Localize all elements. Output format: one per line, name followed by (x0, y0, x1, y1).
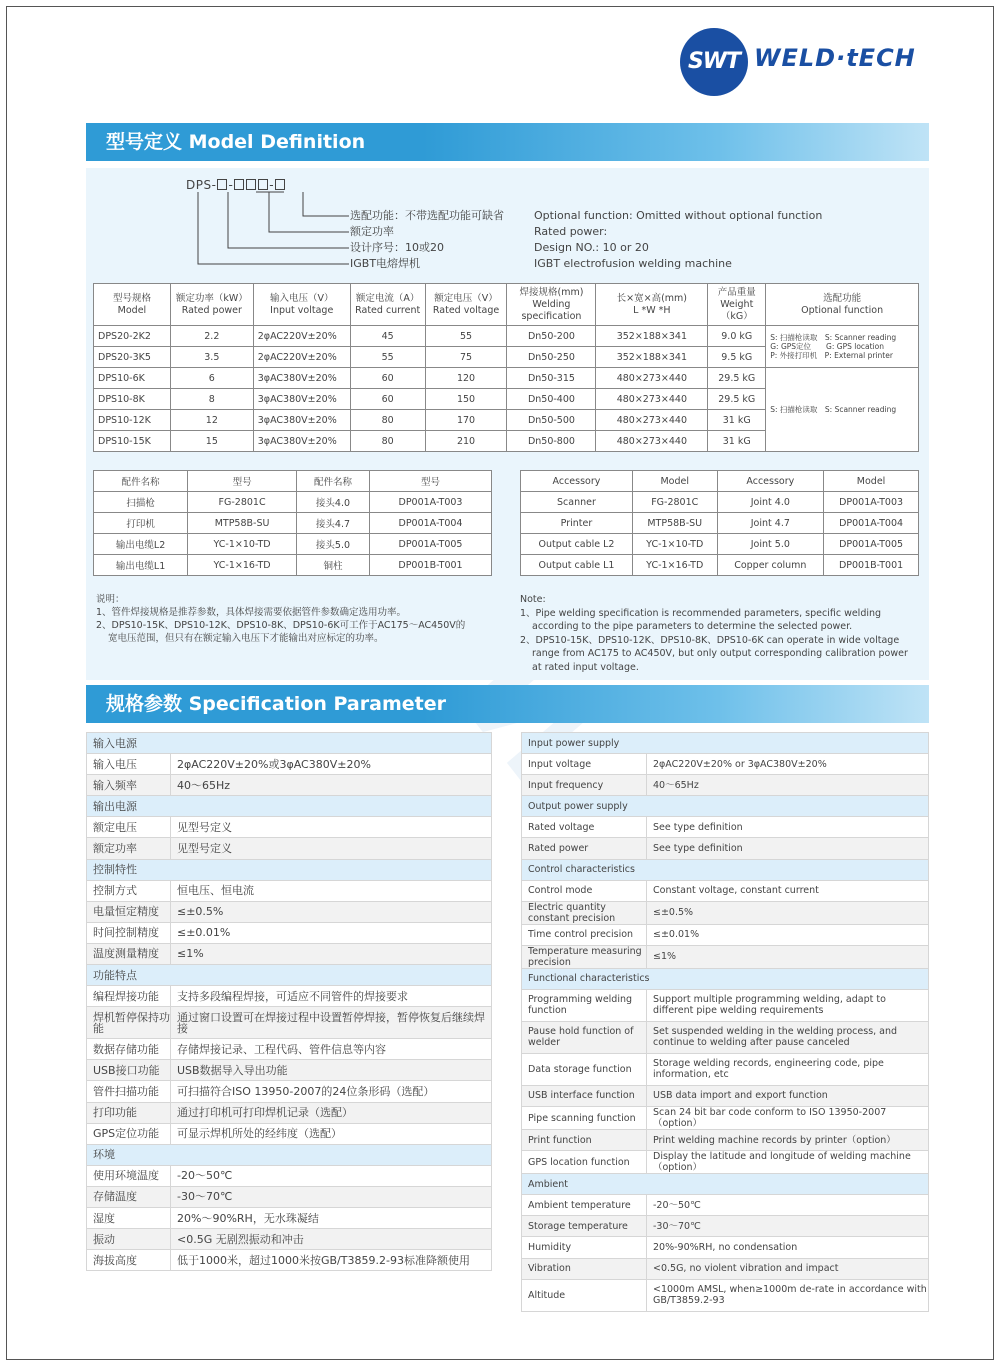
accessory-header-cell: Model (632, 471, 717, 492)
cell: Dn50-800 (507, 431, 596, 452)
cell: 29.5 kG (708, 368, 766, 389)
cell: 15 (170, 431, 253, 452)
spec-group-title: Ambient (522, 1174, 929, 1195)
cell: 9.5 kG (708, 347, 766, 368)
cell: 29.5 kG (708, 389, 766, 410)
spec-row (522, 989, 929, 1021)
spec-group-title: Input power supply (522, 733, 929, 754)
spec-key: GPS location function (522, 1151, 647, 1174)
definition-en: IGBT electrofusion welding machine (534, 257, 732, 270)
spec-key: Temperature measuring precision (522, 945, 647, 968)
th-dimensions: 长×宽×高(mm) L *W *H (596, 284, 708, 326)
note-line: according to the pipe parameters to determine the selected power. (532, 621, 853, 632)
spec-row (87, 1102, 492, 1123)
note-line: 2、DPS10-15K、DPS10-12K、DPS10-8K、DPS10-6K可工作于AC175～AC450V的 (96, 620, 466, 631)
spec-row (87, 1186, 492, 1207)
spec-key: 湿度 (87, 1207, 171, 1228)
spec-row (87, 943, 492, 964)
optional-function-cell: S: 扫描枪读取 S: Scanner reading (766, 368, 919, 452)
definition-list-en (534, 208, 822, 272)
spec-row (87, 1123, 492, 1144)
spec-row (522, 1216, 929, 1237)
spec-row (522, 924, 929, 945)
logo-name: WELD·tECH (754, 44, 916, 72)
spec-key: Electric quantity constant precision (522, 901, 647, 924)
spec-value: See type definition (647, 838, 929, 859)
cell: 80 (350, 410, 425, 431)
spec-value: 通过打印机可打印焊机记录（选配） (171, 1102, 492, 1123)
section-header-model-definition: 型号定义 Model Definition (86, 123, 929, 161)
spec-value: 可显示焊机所处的经纬度（选配） (171, 1123, 492, 1144)
spec-value: -30～70℃ (647, 1216, 929, 1237)
cell: 扫描枪 (94, 492, 188, 513)
model-code-sep: - (269, 178, 275, 192)
spec-key: Input voltage (522, 754, 647, 775)
spec-row (522, 775, 929, 796)
cell: 6 (170, 368, 253, 389)
spec-row (522, 1107, 929, 1130)
optional-function-cell: S: 扫描枪读取 S: Scanner reading G: GPS定位 G: GPS location P: 外接打印机 P: External printer (766, 326, 919, 368)
spec-row (522, 1279, 929, 1311)
note-line: 宽电压范围，但只有在额定输入电压下才能输出对应标定的功率。 (108, 633, 384, 644)
cell: MTP58B-SU (632, 513, 717, 534)
spec-value: <0.5G 无剧烈振动和冲击 (171, 1229, 492, 1250)
cell: 480×273×440 (596, 410, 708, 431)
accessory-table-en (520, 470, 919, 576)
spec-key: Data storage function (522, 1053, 647, 1085)
cell: 接头4.7 (296, 513, 369, 534)
spec-row (87, 1081, 492, 1102)
cell: 150 (425, 389, 507, 410)
spec-row (522, 754, 929, 775)
spec-key: USB interface function (522, 1085, 647, 1106)
section-header-specification: 规格参数 Specification Parameter (86, 685, 929, 723)
spec-key: 控制方式 (87, 880, 171, 901)
accessory-header-cell: Accessory (717, 471, 824, 492)
spec-value: -30～70℃ (171, 1186, 492, 1207)
spec-key: Humidity (522, 1237, 647, 1258)
definition-en: Optional function: Omitted without optional function (534, 209, 823, 222)
spec-value: 2φAC220V±20% or 3φAC380V±20% (647, 754, 929, 775)
spec-key: 额定功率 (87, 838, 171, 859)
spec-row (87, 1039, 492, 1060)
spec-value: Scan 24 bit bar code conform to ISO 13950-2007（option） (647, 1107, 929, 1130)
cell: 31 kG (708, 431, 766, 452)
accessory-header-cell: 型号 (188, 471, 297, 492)
spec-row (87, 1207, 492, 1228)
spec-key: 使用环境温度 (87, 1165, 171, 1186)
spec-value: USB数据导入导出功能 (171, 1060, 492, 1081)
th-weight: 产品重量 Weight（kG） (708, 284, 766, 326)
spec-value: 20%-90%RH, no condensation (647, 1237, 929, 1258)
definition-cn: 选配功能：不带选配功能可缺省 (350, 209, 504, 222)
spec-row (87, 986, 492, 1007)
spec-row (87, 1229, 492, 1250)
cell: DP001A-T005 (369, 534, 491, 555)
cell: DP001A-T005 (824, 534, 919, 555)
spec-value: 支持多段编程焊接，可适应不同管件的焊接要求 (171, 986, 492, 1007)
cell: 480×273×440 (596, 431, 708, 452)
spec-value: 见型号定义 (171, 838, 492, 859)
spec-value: 2φAC220V±20%或3φAC380V±20% (171, 754, 492, 775)
spec-group-row (87, 965, 492, 986)
accessory-header-cell: 型号 (369, 471, 491, 492)
cell: DP001A-T004 (824, 513, 919, 534)
spec-row (522, 1085, 929, 1106)
spec-key: 管件扫描功能 (87, 1081, 171, 1102)
spec-row (522, 1053, 929, 1085)
cell: DP001A-T004 (369, 513, 491, 534)
spec-value: ≤1% (647, 945, 929, 968)
accessory-header-cell: 配件名称 (296, 471, 369, 492)
accessory-header-row (94, 471, 492, 492)
spec-key: Vibration (522, 1258, 647, 1279)
spec-value: Support multiple programming welding, adapt to different pipe welding requirements (647, 989, 929, 1021)
spec-row (522, 1195, 929, 1216)
cell: 60 (350, 389, 425, 410)
spec-key: 额定电压 (87, 817, 171, 838)
cell: 120 (425, 368, 507, 389)
cell: 31 kG (708, 410, 766, 431)
spec-value: ≤1% (171, 943, 492, 964)
spec-value: 通过窗口设置可在焊接过程中设置暂停焊接，暂停恢复后继续焊接 (171, 1007, 492, 1039)
spec-row (87, 754, 492, 775)
th-welding-spec: 焊接规格(mm) Welding specification (507, 284, 596, 326)
cell: DP001A-T003 (369, 492, 491, 513)
cell: Copper column (717, 555, 824, 576)
spec-value: Display the latitude and longitude of welding machine（option） (647, 1151, 929, 1174)
spec-value: See type definition (647, 817, 929, 838)
definition-en: Design NO.: 10 or 20 (534, 241, 649, 254)
cell: Dn50-315 (507, 368, 596, 389)
spec-key: Rated voltage (522, 817, 647, 838)
cell: Dn50-400 (507, 389, 596, 410)
table-row (94, 513, 492, 534)
spec-value: ≤±0.5% (171, 901, 492, 922)
code-bracket-lines (186, 190, 356, 270)
cell: YC-1×10-TD (632, 534, 717, 555)
th-rated-power: 额定功率（kW） Rated power (170, 284, 253, 326)
spec-key: Storage temperature (522, 1216, 647, 1237)
spec-value: USB data import and export function (647, 1085, 929, 1106)
spec-row (522, 1258, 929, 1279)
spec-value: Constant voltage, constant current (647, 880, 929, 901)
table-row (94, 326, 919, 347)
accessory-header-cell: Accessory (521, 471, 633, 492)
spec-key: 编程焊接功能 (87, 986, 171, 1007)
cell: 铜柱 (296, 555, 369, 576)
spec-row (87, 838, 492, 859)
note-line: 1、管件焊接规格是推荐参数，具体焊接需要依据管件参数确定选用功率。 (96, 607, 407, 618)
spec-row (87, 901, 492, 922)
cell: Joint 5.0 (717, 534, 824, 555)
cell: 3φAC380V±20% (253, 389, 350, 410)
spec-key: 存储温度 (87, 1186, 171, 1207)
spec-key: Input frequency (522, 775, 647, 796)
notes-en (520, 593, 925, 674)
spec-table-en (521, 732, 929, 1312)
notes-title: 说明： (96, 594, 125, 605)
cell: 75 (425, 347, 507, 368)
cell: DP001B-T001 (369, 555, 491, 576)
spec-group-row (522, 733, 929, 754)
spec-key: Control mode (522, 880, 647, 901)
note-line: range from AC175 to AC450V, but only output corresponding calibration power (532, 648, 908, 659)
cell: YC-1×10-TD (188, 534, 297, 555)
cell: DPS10-6K (94, 368, 171, 389)
cell: 3φAC380V±20% (253, 410, 350, 431)
table-row (94, 534, 492, 555)
spec-row (522, 1237, 929, 1258)
accessory-header-cell: 配件名称 (94, 471, 188, 492)
spec-row (87, 1060, 492, 1081)
spec-key: USB接口功能 (87, 1060, 171, 1081)
spec-key: 温度测量精度 (87, 943, 171, 964)
note-line: 2、DPS10-15K、DPS10-12K、DPS10-8K、DPS10-6K can operate in wide voltage (520, 634, 900, 646)
cell: 12 (170, 410, 253, 431)
spec-key: 电量恒定精度 (87, 901, 171, 922)
accessory-header-cell: Model (824, 471, 919, 492)
spec-value: 可扫描符合ISO 13950-2007的24位条形码（选配） (171, 1081, 492, 1102)
table-row (94, 368, 919, 389)
cell: DPS20-3K5 (94, 347, 171, 368)
spec-table-cn (86, 732, 492, 1271)
spec-group-row (87, 1144, 492, 1165)
cell: 352×188×341 (596, 326, 708, 347)
spec-group-title: 功能特点 (87, 965, 492, 986)
cell: 45 (350, 326, 425, 347)
spec-row (87, 1165, 492, 1186)
spec-value: <1000m AMSL, when≥1000m de-rate in accordance with GB/T3859.2-93 (647, 1279, 929, 1311)
spec-key: 打印功能 (87, 1102, 171, 1123)
table-row (94, 555, 492, 576)
cell: 480×273×440 (596, 368, 708, 389)
spec-value: 40～65Hz (171, 775, 492, 796)
spec-group-row (522, 859, 929, 880)
spec-row (87, 922, 492, 943)
spec-value: Set suspended welding in the welding process, and continue to welding after pause canceled (647, 1021, 929, 1053)
spec-group-title: 输出电源 (87, 796, 492, 817)
cell: DP001A-T003 (824, 492, 919, 513)
cell: 55 (425, 326, 507, 347)
spec-value: 40～65Hz (647, 775, 929, 796)
spec-value: 存储焊接记录、工程代码、管件信息等内容 (171, 1039, 492, 1060)
accessory-table-cn (93, 470, 492, 576)
spec-row (522, 901, 929, 924)
table-row (521, 555, 919, 576)
spec-row (522, 1021, 929, 1053)
spec-row (522, 1151, 929, 1174)
cell: 480×273×440 (596, 389, 708, 410)
spec-key: 输入电压 (87, 754, 171, 775)
accessory-header-row (521, 471, 919, 492)
cell: DP001B-T001 (824, 555, 919, 576)
cell: Joint 4.0 (717, 492, 824, 513)
spec-row (87, 1250, 492, 1271)
spec-value: Storage welding records, engineering code, pipe information, etc (647, 1053, 929, 1085)
cell: 输出电缆L1 (94, 555, 188, 576)
spec-group-row (87, 733, 492, 754)
spec-key: Print function (522, 1130, 647, 1151)
cell: DPS20-2K2 (94, 326, 171, 347)
spec-value: -20～50℃ (171, 1165, 492, 1186)
notes-cn (96, 593, 506, 645)
cell: Output cable L2 (521, 534, 633, 555)
spec-value: ≤±0.01% (647, 924, 929, 945)
cell: 352×188×341 (596, 347, 708, 368)
spec-key: Pause hold function of welder (522, 1021, 647, 1053)
cell: 170 (425, 410, 507, 431)
model-code-prefix: DPS- (186, 178, 217, 192)
table-row (521, 492, 919, 513)
spec-value: Print welding machine records by printer（option） (647, 1130, 929, 1151)
definition-cn: IGBT电熔焊机 (350, 257, 421, 270)
spec-key: GPS定位功能 (87, 1123, 171, 1144)
spec-key: Programming welding function (522, 989, 647, 1021)
definition-cn: 设计序号：10或20 (350, 241, 444, 254)
spec-group-title: 控制特性 (87, 859, 492, 880)
note-line: at rated input voltage. (532, 661, 639, 673)
spec-group-row (87, 796, 492, 817)
definition-cn: 额定功率 (350, 225, 394, 238)
spec-row (522, 945, 929, 968)
spec-key: Rated power (522, 838, 647, 859)
model-table (93, 283, 919, 452)
cell: 210 (425, 431, 507, 452)
cell: Output cable L1 (521, 555, 633, 576)
cell: 接头4.0 (296, 492, 369, 513)
cell: Dn50-250 (507, 347, 596, 368)
spec-key: Altitude (522, 1279, 647, 1311)
cell: 8 (170, 389, 253, 410)
th-rated-current: 额定电流（A） Rated current (350, 284, 425, 326)
spec-key: 数据存储功能 (87, 1039, 171, 1060)
spec-group-title: 输入电源 (87, 733, 492, 754)
cell: Joint 4.7 (717, 513, 824, 534)
definition-list-cn (350, 208, 504, 272)
spec-group-title: Control characteristics (522, 859, 929, 880)
spec-value: 恒电压、恒电流 (171, 880, 492, 901)
th-optional-function: 选配功能 Optional function (766, 284, 919, 326)
spec-value: <0.5G, no violent vibration and impact (647, 1258, 929, 1279)
spec-group-title: 环境 (87, 1144, 492, 1165)
spec-row (87, 1007, 492, 1039)
cell: 80 (350, 431, 425, 452)
notes-title: Note: (520, 594, 546, 605)
cell: 3φAC380V±20% (253, 368, 350, 389)
cell: YC-1×16-TD (188, 555, 297, 576)
spec-row (522, 838, 929, 859)
cell: FG-2801C (632, 492, 717, 513)
spec-value: ≤±0.5% (647, 901, 929, 924)
spec-row (87, 817, 492, 838)
cell: Scanner (521, 492, 633, 513)
cell: 接头5.0 (296, 534, 369, 555)
cell: 55 (350, 347, 425, 368)
spec-row (522, 1130, 929, 1151)
spec-key: Time control precision (522, 924, 647, 945)
table-row (521, 534, 919, 555)
spec-group-row (87, 859, 492, 880)
cell: FG-2801C (188, 492, 297, 513)
th-model: 型号规格 Model (94, 284, 171, 326)
cell: Dn50-500 (507, 410, 596, 431)
cell: 2.2 (170, 326, 253, 347)
cell: 打印机 (94, 513, 188, 534)
cell: DPS10-15K (94, 431, 171, 452)
spec-value: ≤±0.01% (171, 922, 492, 943)
cell: 输出电缆L2 (94, 534, 188, 555)
spec-key: Ambient temperature (522, 1195, 647, 1216)
cell: MTP58B-SU (188, 513, 297, 534)
spec-row (522, 880, 929, 901)
cell: Printer (521, 513, 633, 534)
spec-value: 20%～90%RH，无水珠凝结 (171, 1207, 492, 1228)
cell: YC-1×16-TD (632, 555, 717, 576)
company-logo (680, 28, 940, 96)
cell: 2φAC220V±20% (253, 326, 350, 347)
spec-key: 输入频率 (87, 775, 171, 796)
spec-group-row (522, 968, 929, 989)
spec-group-title: Functional characteristics (522, 968, 929, 989)
spec-key: 时间控制精度 (87, 922, 171, 943)
spec-group-row (522, 1174, 929, 1195)
spec-group-row (522, 796, 929, 817)
spec-value: 低于1000米，超过1000米按GB/T3859.2-93标准降额使用 (171, 1250, 492, 1271)
cell: DPS10-8K (94, 389, 171, 410)
spec-row (87, 775, 492, 796)
th-rated-voltage: 额定电压（V） Rated voltage (425, 284, 507, 326)
cell: 3.5 (170, 347, 253, 368)
spec-key: 焊机暂停保持功能 (87, 1007, 171, 1039)
cell: 2φAC220V±20% (253, 347, 350, 368)
cell: 3φAC380V±20% (253, 431, 350, 452)
spec-value: -20～50℃ (647, 1195, 929, 1216)
spec-key: Pipe scanning function (522, 1107, 647, 1130)
spec-key: 海拔高度 (87, 1250, 171, 1271)
table-row (94, 492, 492, 513)
spec-row (87, 880, 492, 901)
note-line: 1、Pipe welding specification is recommended parameters, specific welding (520, 607, 882, 619)
spec-key: 振动 (87, 1229, 171, 1250)
spec-row (522, 817, 929, 838)
definition-en: Rated power: (534, 225, 608, 238)
cell: Dn50-200 (507, 326, 596, 347)
cell: DPS10-12K (94, 410, 171, 431)
model-code-sep: - (228, 178, 234, 192)
th-input-voltage: 输入电压（V） Input voltage (253, 284, 350, 326)
spec-value: 见型号定义 (171, 817, 492, 838)
model-table-header (94, 284, 919, 326)
table-row (521, 513, 919, 534)
cell: 9.0 kG (708, 326, 766, 347)
logo-mark: SWT (680, 28, 748, 96)
spec-group-title: Output power supply (522, 796, 929, 817)
cell: 60 (350, 368, 425, 389)
